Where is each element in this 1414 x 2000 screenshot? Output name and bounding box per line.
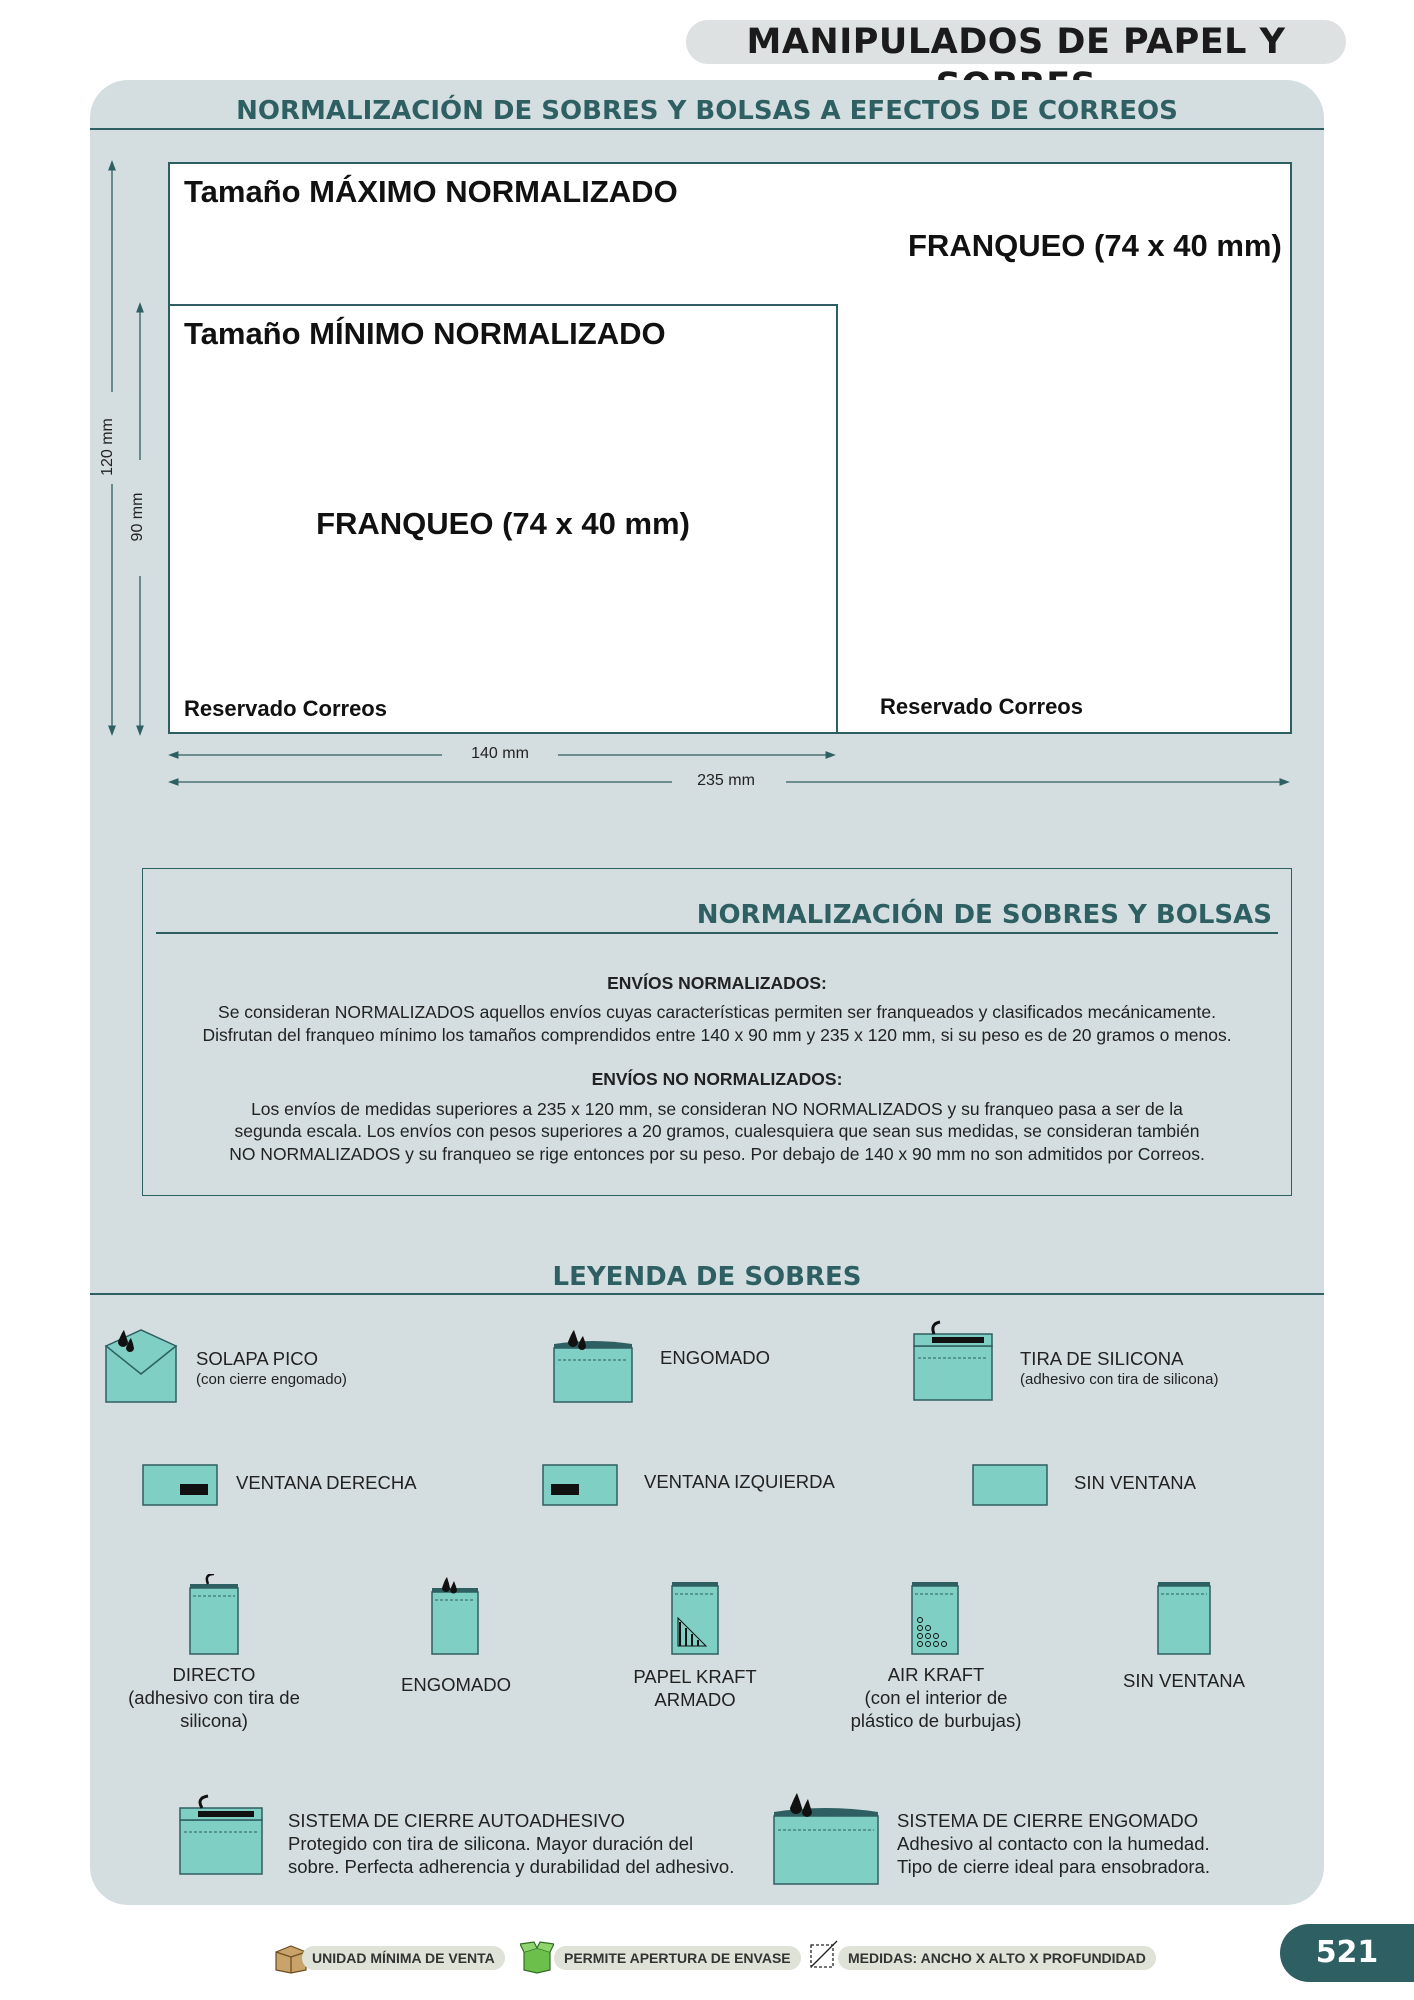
legend-label-window-left: VENTANA IZQUIERDA (644, 1471, 835, 1492)
bag-air-kraft-icon (910, 1574, 960, 1656)
bag-direct-icon (188, 1574, 240, 1656)
legend-label-bag-gummed: ENGOMADO (401, 1674, 511, 1695)
section-title: MANIPULADOS DE PAPEL Y (686, 20, 1346, 64)
footer-min-unit: UNIDAD MÍNIMA DE VENTA (302, 1946, 505, 1970)
dim-120-label: 120 mm (99, 418, 116, 476)
legend-label-self-adhesive-2: Protegido con tira de silicona. Mayor duración del (288, 1833, 694, 1854)
nonnorm-line-3: NO NORMALIZADOS y su franqueo se rige entonces por su peso. Por debajo de 140 x 90 mm no son admitidos por Correos. (229, 1144, 1205, 1164)
legend-label-silicone-strip: TIRA DE SILICONA (1020, 1348, 1184, 1369)
info-divider (156, 932, 1278, 934)
info-title: NORMALIZACIÓN DE SOBRES Y BOLSAS (696, 900, 1272, 930)
bag-gummed-icon (430, 1576, 480, 1656)
envelope-silicone-strip-icon (912, 1320, 994, 1404)
legend-label-window-right: VENTANA DERECHA (236, 1472, 417, 1493)
min-franqueo-label: FRANQUEO (74 x 40 mm) (316, 506, 690, 541)
legend-label-no-window: SIN VENTANA (1074, 1472, 1196, 1493)
legend-label-kraft-2: ARMADO (654, 1689, 736, 1710)
footer-open-pack: PERMITE APERTURA DE ENVASE (554, 1946, 801, 1970)
legend-sub-silicone-strip: (adhesivo con tira de silicona) (1020, 1371, 1219, 1388)
gummed-closure-icon (772, 1786, 880, 1886)
max-franqueo-label: FRANQUEO (74 x 40 mm) (908, 228, 1282, 263)
legend-divider (90, 1293, 1324, 1295)
legend-label-self-adhesive-1: SISTEMA DE CIERRE AUTOADHESIVO (288, 1810, 625, 1831)
legend-sub-pointed-flap: (con cierre engomado) (196, 1371, 347, 1388)
legend-label-pointed-flap: SOLAPA PICO (196, 1348, 319, 1369)
footer-measures: MEDIDAS: ANCHO X ALTO X PROFUNDIDAD (838, 1946, 1156, 1970)
dimension-arrows (90, 150, 1324, 800)
bag-no-window-icon (1156, 1574, 1212, 1656)
legend-title: LEYENDA DE SOBRES (552, 1262, 862, 1292)
legend-label-kraft-1: PAPEL KRAFT (633, 1666, 757, 1687)
legend-label-direct-3: silicona) (180, 1710, 248, 1731)
norm-line-2: Disfrutan del franqueo mínimo los tamaños comprendidos entre 140 x 90 mm y 235 x 120 mm, si su peso es de 20 gramos o menos. (202, 1025, 1232, 1045)
bag-kraft-icon (670, 1574, 720, 1656)
legend-label-bag-no-window: SIN VENTANA (1123, 1670, 1245, 1691)
envelope-pointed-flap-icon (104, 1326, 178, 1406)
dim-140-label: 140 mm (471, 745, 529, 762)
self-adhesive-closure-icon (178, 1794, 264, 1876)
legend-label-self-adhesive-3: sobre. Perfecta adherencia y durabilidad del adhesivo. (288, 1856, 735, 1877)
legend-label-direct-2: (adhesivo con tira de (128, 1687, 300, 1708)
legend-label-air-kraft-1: AIR KRAFT (887, 1664, 985, 1685)
nonnorm-line-2: segunda escala. Los envíos con pesos superiores a 20 gramos, cualesquiera que sean sus medidas, se consideran también (234, 1121, 1200, 1141)
legend-label-gummed: ENGOMADO (660, 1347, 770, 1368)
window-left-icon (542, 1464, 618, 1506)
nonnorm-heading: ENVÍOS NO NORMALIZADOS: (591, 1069, 843, 1089)
min-reserved-label: Reservado Correos (184, 696, 387, 721)
dim-90-label: 90 mm (129, 492, 146, 542)
legend-label-direct-1: DIRECTO (172, 1664, 256, 1685)
no-window-icon (972, 1464, 1048, 1506)
heading-divider (90, 128, 1324, 130)
legend-label-air-kraft-3: plástico de burbujas) (850, 1710, 1022, 1731)
dim-235-label: 235 mm (697, 772, 755, 789)
nonnorm-line-1: Los envíos de medidas superiores a 235 x 120 mm, se consideran NO NORMALIZADOS y su franqueo pasa a ser de la (251, 1099, 1183, 1119)
legend-label-air-kraft-2: (con el interior de (864, 1687, 1008, 1708)
window-right-icon (142, 1464, 218, 1506)
norm-line-1: Se consideran NORMALIZADOS aquellos envíos cuyas características permiten ser franqueados y clasificados mecánicamente. (218, 1002, 1216, 1022)
envelope-gummed-icon (552, 1326, 634, 1406)
page-number: 521 (1280, 1924, 1414, 1982)
normalization-heading: NORMALIZACIÓN DE SOBRES Y BOLSAS A EFECTOS DE CORREOS (236, 96, 1178, 126)
open-box-icon (520, 1940, 554, 1974)
norm-heading: ENVÍOS NORMALIZADOS: (607, 973, 827, 993)
legend-label-gummed-closure-3: Tipo de cierre ideal para ensobradora. (897, 1856, 1210, 1877)
measures-icon (808, 1940, 838, 1970)
legend-label-gummed-closure-2: Adhesivo al contacto con la humedad. (897, 1833, 1210, 1854)
max-size-title: Tamaño MÁXIMO NORMALIZADO (184, 174, 678, 209)
legend-label-gummed-closure-1: SISTEMA DE CIERRE ENGOMADO (897, 1810, 1199, 1831)
max-reserved-label: Reservado Correos (880, 694, 1083, 719)
min-size-title: Tamaño MÍNIMO NORMALIZADO (184, 316, 666, 351)
